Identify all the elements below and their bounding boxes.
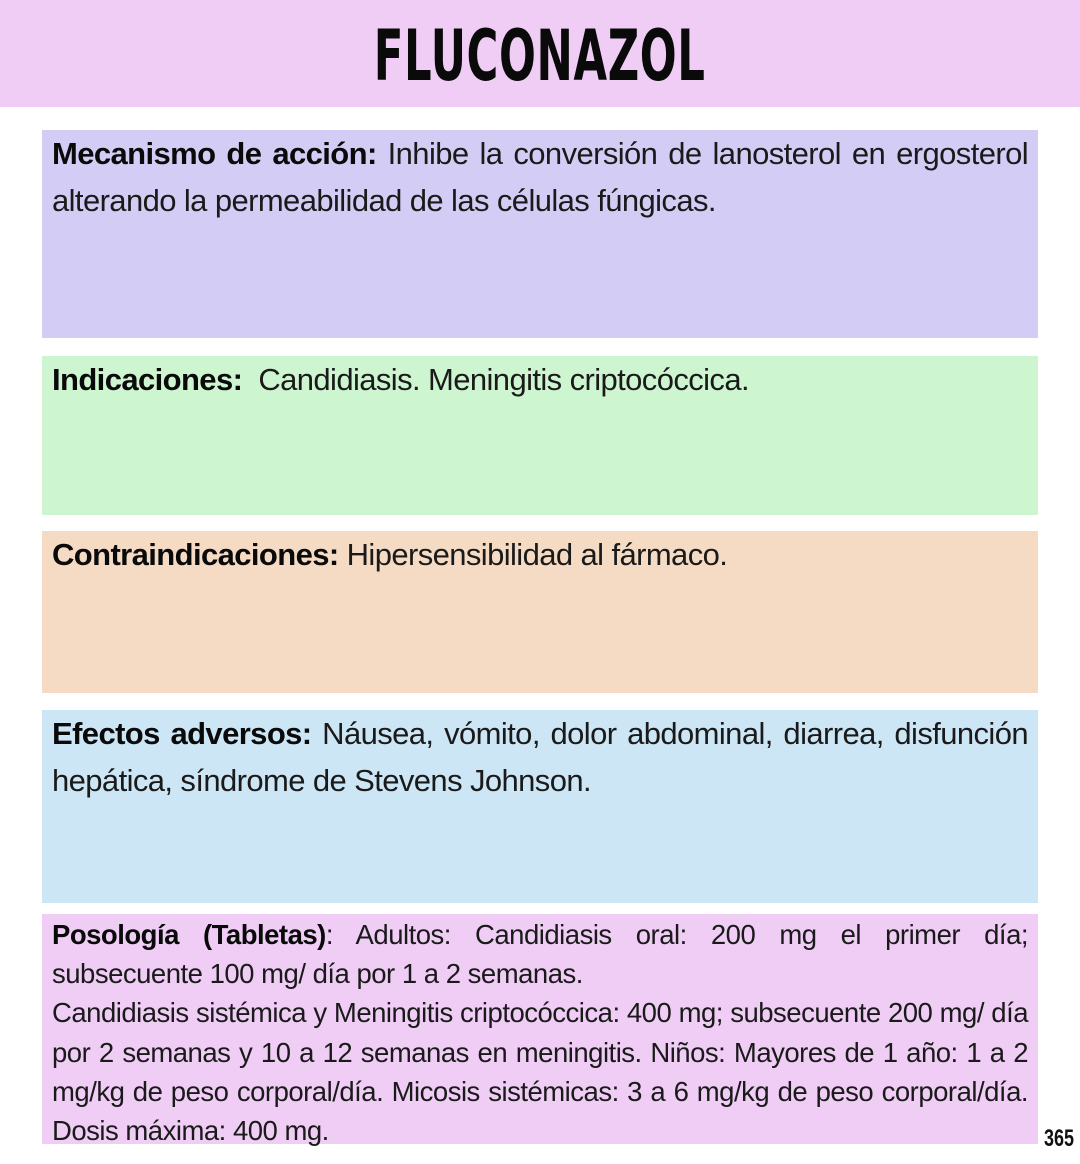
page-number: 365 <box>1043 1125 1074 1152</box>
section-text: Inhibe la conversión de lanosterol en ergosterol alterando la permeabilidad de las células fúngicas. <box>52 136 1028 218</box>
section-text: : Adultos: Candidiasis oral: 200 mg el primer día; subsecuente 100 mg/ día por 1 a 2 semanas. <box>52 919 1029 990</box>
page-title: FLUCONAZOL <box>374 14 706 97</box>
section-label: Mecanismo de acción: <box>52 136 377 171</box>
section-dosage <box>42 914 1038 1147</box>
section-mechanism <box>42 130 1038 338</box>
section-label: Efectos adversos: <box>52 716 312 751</box>
section-indications <box>42 356 1038 515</box>
section-contraindications <box>42 531 1038 693</box>
section-label: Posología (Tabletas) <box>52 919 326 950</box>
section-text: Candidiasis. Meningitis criptocóccica. <box>242 362 749 397</box>
title-banner <box>0 0 1080 107</box>
section-text: Hipersensibilidad al fármaco. <box>338 537 728 572</box>
section-label: Contraindicaciones: <box>52 537 339 572</box>
section-text: Náusea, vómito, dolor abdominal, diarrea, disfunción hepática, síndrome de Stevens Johnson. <box>52 716 1028 798</box>
section-text-continued: Candidiasis sistémica y Meningitis criptocóccica: 400 mg; subsecuente 200 mg/ día por 2 semanas y 10 a 12 semanas en meningitis. Niños: Mayores de 1 año: 1 a 2 mg/kg de peso corporal/día. Micosis sistémicas: 3 a 6 mg/kg de peso corporal/día. Dosis máxima: 400 mg. <box>52 997 1028 1147</box>
section-adverse-effects <box>42 710 1038 903</box>
section-label: Indicaciones: <box>52 362 243 397</box>
